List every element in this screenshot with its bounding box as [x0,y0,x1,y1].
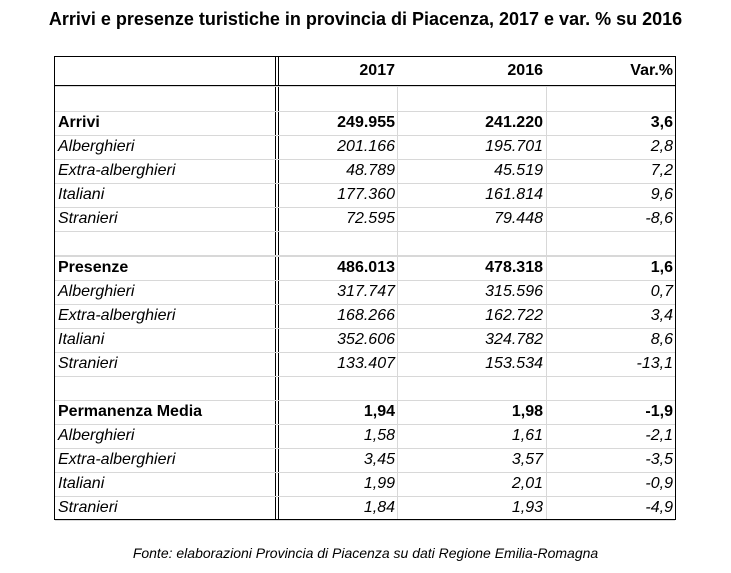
table-row [55,207,675,231]
row-label: Stranieri [58,499,118,516]
cell-2016: 79.448 [494,210,543,227]
cell-var-pct: -3,5 [645,451,673,468]
cell-var-pct: -4,9 [645,499,673,516]
row-label: Extra-alberghieri [58,162,176,179]
cell-var-pct: -2,1 [645,427,673,444]
cell-2016: 153.534 [485,355,543,372]
row-label: Alberghieri [58,138,135,155]
cell-2017: 3,45 [363,451,395,468]
cell-var-pct: 9,6 [650,186,673,203]
cell-var-pct: 0,7 [650,283,673,300]
table-row [55,111,675,135]
table-header [55,57,675,86]
cell-var-pct: 2,8 [650,138,673,155]
table-row [55,135,675,159]
cell-2017: 249.955 [337,114,395,131]
cell-2016: 161.814 [485,186,543,203]
data-table [54,56,676,520]
cell-var-pct: -0,9 [645,475,673,492]
cell-2016: 45.519 [494,162,543,179]
table-row [55,256,675,280]
header-var-pct: Var.% [630,62,673,79]
cell-2017: 1,58 [363,427,395,444]
grid-line [55,520,675,521]
table-row [55,400,675,424]
header-2016: 2016 [507,62,543,79]
cell-2017: 352.606 [337,331,395,348]
row-label: Italiani [58,186,105,203]
row-label: Extra-alberghieri [58,451,176,468]
cell-2016: 1,93 [511,499,543,516]
grid-line [55,86,675,87]
cell-var-pct: 3,4 [650,307,673,324]
cell-2016: 241.220 [485,114,543,131]
cell-2017: 48.789 [346,162,395,179]
cell-2016: 315.596 [485,283,543,300]
cell-var-pct: 1,6 [650,259,673,276]
cell-2017: 168.266 [337,307,395,324]
row-label: Alberghieri [58,283,135,300]
cell-var-pct: 3,6 [650,114,673,131]
table-row [55,159,675,183]
cell-2017: 72.595 [346,210,395,227]
cell-2016: 2,01 [511,475,543,492]
row-label: Arrivi [58,114,100,131]
cell-2016: 478.318 [485,259,543,276]
table-row [55,280,675,304]
grid-line [55,376,675,377]
cell-2017: 317.747 [337,283,395,300]
header-2017: 2017 [359,62,395,79]
table-row [55,424,675,448]
cell-2017: 1,84 [363,499,395,516]
row-label: Alberghieri [58,427,135,444]
table-row [55,472,675,496]
cell-var-pct: -13,1 [636,355,673,372]
cell-2016: 195.701 [485,138,543,155]
row-label: Italiani [58,475,105,492]
table-title: Arrivi e presenze turistiche in provincia di Piacenza, 2017 e var. % su 2016 [48,9,683,29]
cell-var-pct: -1,9 [645,403,673,420]
grid-line [55,231,675,232]
cell-2016: 1,61 [511,427,543,444]
cell-2016: 162.722 [485,307,543,324]
row-label: Extra-alberghieri [58,307,176,324]
cell-2017: 201.166 [337,138,395,155]
table-row [55,304,675,328]
cell-var-pct: 8,6 [650,331,673,348]
table-row [55,496,675,520]
row-label: Presenze [58,259,129,276]
cell-2017: 133.407 [337,355,395,372]
cell-2017: 1,99 [363,475,395,492]
row-label: Stranieri [58,355,118,372]
table-row [55,183,675,207]
table-row [55,352,675,376]
table-row [55,448,675,472]
cell-2017: 177.360 [337,186,395,203]
cell-var-pct: -8,6 [645,210,673,227]
cell-2017: 1,94 [363,403,395,420]
row-label: Italiani [58,331,105,348]
cell-2016: 3,57 [511,451,543,468]
cell-var-pct: 7,2 [650,162,673,179]
cell-2016: 324.782 [485,331,543,348]
source-note: Fonte: elaborazioni Provincia di Piacenza su dati Regione Emilia-Romagna [132,545,599,561]
row-label: Stranieri [58,210,118,227]
row-label: Permanenza Media [58,403,203,420]
cell-2016: 1,98 [511,403,543,420]
cell-2017: 486.013 [337,259,395,276]
table-row [55,328,675,352]
